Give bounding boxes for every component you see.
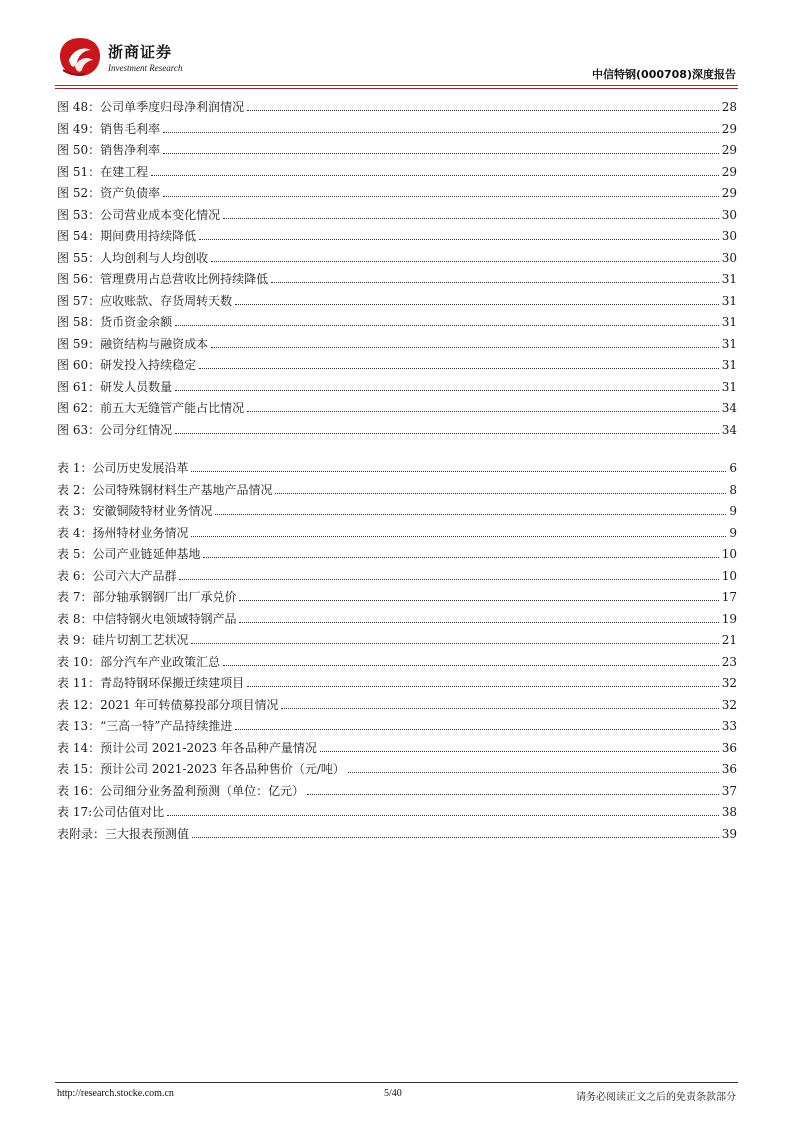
toc-entry-label: 表附录：三大报表预测值 bbox=[57, 826, 190, 841]
toc-leader-dots bbox=[235, 304, 719, 305]
toc-entry-page: 19 bbox=[721, 611, 737, 626]
toc-entry[interactable] bbox=[57, 502, 737, 524]
toc-leader-dots bbox=[211, 347, 719, 348]
toc-entry-page: 29 bbox=[721, 121, 737, 136]
toc-entry[interactable] bbox=[57, 825, 737, 847]
page-header bbox=[0, 0, 793, 90]
toc-entry[interactable] bbox=[57, 227, 737, 249]
toc-entry[interactable] bbox=[57, 739, 737, 761]
toc-entry-page: 33 bbox=[721, 719, 737, 733]
toc-leader-dots bbox=[239, 600, 718, 601]
toc-leader-dots bbox=[175, 433, 719, 434]
toc-entry-label: 图 57：应收账款、存货周转天数 bbox=[57, 293, 233, 308]
toc-leader-dots bbox=[247, 411, 719, 412]
toc-entry-label: 表 8：中信特钢火电领域特钢产品 bbox=[57, 611, 237, 626]
toc-leader-dots bbox=[175, 390, 719, 391]
toc-entry[interactable] bbox=[57, 760, 737, 782]
toc-entry[interactable] bbox=[57, 120, 737, 142]
toc-entry-page: 9 bbox=[729, 525, 737, 540]
toc-entry-page: 31 bbox=[721, 293, 737, 308]
toc-entry[interactable] bbox=[57, 567, 737, 589]
toc-leader-dots bbox=[223, 218, 719, 219]
toc-entry-page: 30 bbox=[721, 250, 737, 265]
toc-leader-dots bbox=[203, 557, 718, 558]
toc-leader-dots bbox=[163, 153, 719, 154]
toc-entry[interactable] bbox=[57, 378, 737, 400]
toc-leader-dots bbox=[320, 751, 719, 752]
toc-entry-page: 30 bbox=[721, 207, 737, 222]
footer-divider bbox=[55, 1082, 738, 1083]
toc-entry-label: 图 60：研发投入持续稳定 bbox=[57, 358, 197, 372]
toc-entry[interactable] bbox=[57, 545, 737, 567]
toc-entry-page: 31 bbox=[721, 336, 737, 351]
toc-entry[interactable] bbox=[57, 399, 737, 421]
brand-subtitle: Investment Research bbox=[108, 63, 183, 73]
toc-entry[interactable] bbox=[57, 610, 737, 632]
toc-entry[interactable] bbox=[57, 184, 737, 206]
toc-entry-page: 32 bbox=[721, 697, 737, 712]
figure-index bbox=[57, 98, 737, 442]
toc-entry[interactable] bbox=[57, 249, 737, 271]
toc-entry-label: 图 56：管理费用占总营收比例持续降低 bbox=[57, 272, 269, 286]
table-index bbox=[57, 459, 737, 846]
toc-entry-label: 表 4：扬州特材业务情况 bbox=[57, 525, 189, 540]
toc-entry-label: 表 2：公司特殊钢材料生产基地产品情况 bbox=[57, 482, 273, 497]
toc-entry-page: 21 bbox=[721, 633, 737, 647]
toc-leader-dots bbox=[215, 514, 726, 515]
toc-leader-dots bbox=[199, 239, 719, 240]
toc-leader-dots bbox=[191, 536, 726, 537]
toc-entry-label: 表 1：公司历史发展沿革 bbox=[57, 461, 189, 475]
report-title: 中信特钢(000708)深度报告 bbox=[592, 68, 736, 81]
toc-entry[interactable] bbox=[57, 588, 737, 610]
toc-entry[interactable] bbox=[57, 674, 737, 696]
toc-leader-dots bbox=[167, 815, 719, 816]
toc-entry-page: 37 bbox=[721, 783, 737, 798]
toc-entry[interactable] bbox=[57, 653, 737, 675]
toc-entry-page: 29 bbox=[721, 186, 737, 200]
toc-entry-label: 表 6：公司六大产品群 bbox=[57, 568, 177, 583]
toc-entry-page: 10 bbox=[721, 547, 737, 561]
disclaimer-note: 请务必阅读正文之后的免责条款部分 bbox=[576, 1092, 736, 1103]
toc-entry-label: 图 63：公司分红情况 bbox=[57, 422, 173, 437]
broker-logo-icon bbox=[57, 36, 103, 78]
toc-entry-label: 图 48：公司单季度归母净利润情况 bbox=[57, 100, 245, 114]
toc-leader-dots bbox=[199, 368, 719, 369]
toc-leader-dots bbox=[211, 261, 719, 262]
toc-entry-page: 30 bbox=[721, 229, 737, 243]
toc-leader-dots bbox=[271, 282, 719, 283]
toc-entry-page: 31 bbox=[721, 272, 737, 286]
toc-entry[interactable] bbox=[57, 481, 737, 503]
toc-leader-dots bbox=[163, 132, 719, 133]
toc-entry-page: 28 bbox=[721, 100, 737, 114]
toc-leader-dots bbox=[175, 325, 719, 326]
toc-entry-page: 8 bbox=[729, 482, 737, 497]
toc-leader-dots bbox=[151, 175, 719, 176]
toc-leader-dots bbox=[192, 837, 719, 838]
toc-entry[interactable] bbox=[57, 335, 737, 357]
header-divider bbox=[55, 85, 738, 86]
toc-entry-page: 10 bbox=[721, 568, 737, 583]
toc-entry-page: 29 bbox=[721, 143, 737, 157]
toc-entry[interactable] bbox=[57, 717, 737, 739]
toc-entry-label: 表 12：2021 年可转债募投部分项目情况 bbox=[57, 697, 279, 712]
toc-leader-dots bbox=[191, 643, 718, 644]
toc-entry-page: 17 bbox=[721, 590, 737, 604]
toc-entry[interactable] bbox=[57, 141, 737, 163]
toc-entry-label: 图 62：前五大无缝管产能占比情况 bbox=[57, 401, 245, 415]
toc-leader-dots bbox=[348, 772, 719, 773]
toc-leader-dots bbox=[163, 196, 719, 197]
toc-entry[interactable] bbox=[57, 356, 737, 378]
toc-entry-label: 图 55：人均创利与人均创收 bbox=[57, 250, 209, 265]
toc-entry-page: 31 bbox=[721, 315, 737, 329]
toc-leader-dots bbox=[307, 794, 719, 795]
toc-entry-page: 9 bbox=[729, 504, 737, 518]
toc-entry[interactable] bbox=[57, 313, 737, 335]
toc-entry-page: 23 bbox=[721, 654, 737, 669]
toc-entry-page: 38 bbox=[721, 805, 737, 819]
toc-entry-page: 36 bbox=[721, 762, 737, 776]
toc-entry-label: 表 7：部分轴承钢钢厂出厂承兑价 bbox=[57, 590, 237, 604]
toc-entry-label: 表 16：公司细分业务盈利预测（单位：亿元） bbox=[57, 783, 305, 798]
toc-entry-label: 图 52：资产负债率 bbox=[57, 186, 161, 200]
toc-entry[interactable] bbox=[57, 270, 737, 292]
toc-entry-page: 39 bbox=[721, 826, 737, 841]
toc-entry[interactable] bbox=[57, 631, 737, 653]
page-number: 5/40 bbox=[384, 1088, 402, 1099]
toc-entry[interactable] bbox=[57, 163, 737, 185]
toc-entry[interactable] bbox=[57, 803, 737, 825]
toc-entry-label: 图 58：货币资金余额 bbox=[57, 315, 173, 329]
toc-entry-page: 31 bbox=[721, 379, 737, 394]
toc-entry-label: 表 3：安徽铜陵特材业务情况 bbox=[57, 504, 213, 518]
footer-url[interactable]: http://research.stocke.com.cn bbox=[57, 1088, 174, 1099]
toc-leader-dots bbox=[223, 665, 719, 666]
toc-entry-label: 表 5：公司产业链延伸基地 bbox=[57, 547, 201, 561]
header-divider-secondary bbox=[55, 88, 738, 89]
toc-leader-dots bbox=[281, 708, 718, 709]
toc-entry-label: 图 59：融资结构与融资成本 bbox=[57, 336, 209, 351]
toc-leader-dots bbox=[275, 493, 726, 494]
toc-entry-page: 6 bbox=[729, 461, 737, 475]
toc-entry-label: 表 10：部分汽车产业政策汇总 bbox=[57, 654, 221, 669]
toc-entry[interactable] bbox=[57, 98, 737, 120]
toc-entry-page: 32 bbox=[721, 676, 737, 690]
toc-entry-label: 图 49：销售毛利率 bbox=[57, 121, 161, 136]
toc-entry[interactable] bbox=[57, 206, 737, 228]
toc-entry-label: 图 53：公司营业成本变化情况 bbox=[57, 207, 221, 222]
toc-entry-label: 图 54：期间费用持续降低 bbox=[57, 229, 197, 243]
toc-entry-label: 表 13：“三高一特”产品持续推进 bbox=[57, 719, 233, 733]
toc-leader-dots bbox=[191, 471, 726, 472]
toc-entry[interactable] bbox=[57, 782, 737, 804]
toc-entry-label: 表 17:公司估值对比 bbox=[57, 805, 165, 819]
toc-entry-label: 图 61：研发人员数量 bbox=[57, 379, 173, 394]
toc-entry[interactable] bbox=[57, 459, 737, 481]
toc-leader-dots bbox=[247, 686, 719, 687]
toc-entry[interactable] bbox=[57, 292, 737, 314]
toc-entry[interactable] bbox=[57, 524, 737, 546]
toc-entry-page: 29 bbox=[721, 164, 737, 179]
toc-leader-dots bbox=[247, 110, 719, 111]
toc-entry-label: 图 50：销售净利率 bbox=[57, 143, 161, 157]
toc-entry[interactable] bbox=[57, 696, 737, 718]
toc-entry-page: 34 bbox=[721, 401, 737, 415]
toc-entry-label: 表 15：预计公司 2021-2023 年各品种售价（元/吨） bbox=[57, 762, 345, 776]
brand-name: 浙商证券 bbox=[108, 43, 173, 61]
toc-entry[interactable] bbox=[57, 421, 737, 443]
toc-entry-page: 36 bbox=[721, 740, 737, 755]
toc-entry-page: 34 bbox=[721, 422, 737, 437]
toc-entry-label: 图 51：在建工程 bbox=[57, 164, 149, 179]
toc-leader-dots bbox=[235, 729, 718, 730]
toc-entry-page: 31 bbox=[721, 358, 737, 372]
toc-leader-dots bbox=[239, 622, 718, 623]
toc-entry-label: 表 11：青岛特钢环保搬迁续建项目 bbox=[57, 676, 245, 690]
toc-entry-label: 表 14：预计公司 2021-2023 年各品种产量情况 bbox=[57, 740, 317, 755]
toc-leader-dots bbox=[179, 579, 718, 580]
toc-entry-label: 表 9：硅片切割工艺状况 bbox=[57, 633, 189, 647]
